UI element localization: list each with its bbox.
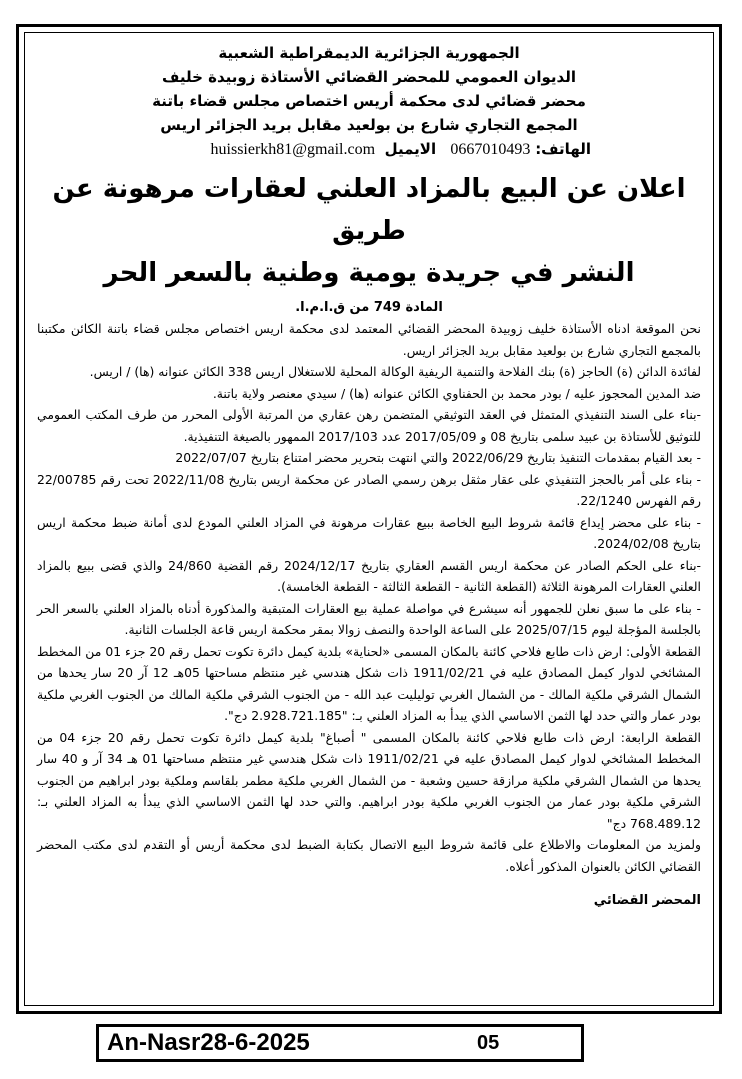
address-line: المجمع التجاري شارع بن بولعيد مقابل بريد الجزائر اريس [160,116,578,134]
article-reference: المادة 749 من ق.ا.م.ا. [295,300,443,315]
phone-number: 0667010493 [450,141,531,158]
title-line-1: اعلان عن البيع بالمزاد العلني لعقارات مرهونة عن طريق [52,174,686,246]
newspaper-date: An-Nasr28-6-2025 [107,1029,310,1056]
contact-line [37,137,701,162]
header-block [37,41,701,137]
announcement-content [24,32,714,1006]
republic-line: الجمهورية الجزائرية الديمقراطية الشعبية [218,44,520,62]
paragraph-information: ولمزيد من المعلومات والاطلاع على قائمة شروط البيع الاتصال بكتابة الضبط لدى محكمة أريس أو التقدم لدى مكتب المحضر القضائي الكائن بالعنوان المذكور أعلاه. [37,837,701,874]
paragraph-debtor: ضد المدين المحجوز عليه / بودر محمد بن الحفناوي الكائن عنوانه (ها) / سيدي معنصر ولاية باتنة. [212,385,701,401]
signature: المحضر القضائي [593,893,701,908]
paragraph-plot-one: القطعة الأولى: ارض ذات طابع فلاحي كائنة بالمكان المسمى «لحناية» بلدية كيمل دائرة تكوت تحمل رقم 20 جزء 01 من المخطط المشائخي لدوار كيمل المصادق عليه في 1911/02/21 ذات شكل هندسي غير منتظم مساحتها 05هـ 12 آر 20 سار يحدها من الشمال الشرقي ملكية المالك - من الشمال الغربي توليليت عبد الله - من الجنوب الشرقي ملكية المالك من الجنوب الغربي ملكية بودر عمار والتي حدد لها الثمن الاساسي الذي يبدأ به المزاد العلني بـ: "2.928.721.185 دج". [37,643,701,723]
paragraph-title-deed: -بناء على السند التنفيذي المتمثل في العقد التوثيقي المتضمن رهن عقاري من المرتبة الأولى المحرر من طرف المكتب العمومي للتوثيق للأستاذة بن عبيد سلمى بتاريخ 08 و 2017/05/09 عدد 2017/103 الممهور بالصيغة التنفيذية. [37,407,701,444]
footer-box [96,1024,584,1062]
email-address: huissierkh81@gmail.com [210,141,376,158]
paragraph-preliminaries: - بعد القيام بمقدمات التنفيذ بتاريخ 2022/06/29 والتي انتهت بتحرير محضر امتناع بتاريخ 2022/07/07 [175,450,701,465]
paragraph-auction-date: - بناء على ما سبق نعلن للجمهور أنه سيشرع في مواصلة عملية بيع العقارات المتبقية والمذكورة أدناه بالمزاد العلني بالسعر الحر بالجلسة المؤجلة ليوم 2025/07/15 على الساعة الواحدة والنصف زوالا بمقر محكمة اريس قاعة الجلسات الثانية. [37,600,701,637]
paragraph-plot-four: القطعة الرابعة: ارض ذات طابع فلاحي كائنة بالمكان المسمى " أصباغ" بلدية كيمل دائرة تكوت تحمل رقم 20 جزء 04 من المخطط المشائخي لدوار كيمل المصادق عليه في 1911/02/21 ذات شكل هندسي غير منتظم مساحتها 01 هـ 34 آر و 40 سار يحدها من الشمال الشرقي ملكية مرازقة حسين وشعبة - من الشمال الغربي ملكية مطمر بلقاسم وملكية بودر ابراهيم من الجنوب الشرقي ملكية بودر عمار من الجنوب الغربي ملكية بودر ابراهيم. والتي حدد لها الثمن الاساسي الذي يبدأ به المزاد العلني بـ: 768.489.12 دج" [37,729,701,831]
court-line: محضر قضائي لدى محكمة أريس اختصاص مجلس قضاء باتنة [152,92,586,110]
paragraph-seizure-order: - بناء على أمر بالحجز التنفيذي على عقار مثقل برهن رسمي الصادر عن محكمة اريس بتاريخ 2022/11/08 تحت رقم 22/00785 رقم الفهرس 22/1240. [37,471,701,508]
page-number: 05 [477,1031,500,1054]
title-line-2: النشر في جريدة يومية وطنية بالسعر الحر [103,258,635,288]
paragraph-judgment: -بناء على الحكم الصادر عن محكمة اريس القسم العقاري بتاريخ 2024/12/17 رقم القضية 24/860 والذي قضى ببيع بالمزاد العلني العقارات المرهونة الثلاثة (القطعة الثانية - القطعة الثالثة - القطعة الخامسة). [37,557,701,594]
announcement-frame [16,24,722,1014]
paragraph-conditions-deposit: - بناء على محضر إيداع قائمة شروط البيع الخاصة ببيع عقارات مرهونة في المزاد العلني المودع لدى أمانة ضبط محكمة اريس بتاريخ 2024/02/08. [37,514,701,551]
announcement-title [37,168,701,294]
paragraph-creditor: لفائدة الدائن (ة) الحاجز (ة) بنك الفلاحة والتنمية الريفية الوكالة المحلية للاستغلال اريس 338 الكائن عنوانه (ها) / اريس. [89,364,701,379]
paragraph-intro: نحن الموقعة ادناه الأستاذة خليف زوبيدة المحضر القضائي المعتمد لدى محكمة اريس اختصاص مجلس قضاء باتنة الكائن مكتبنا بالمجمع التجاري شارع بن بولعيد مقابل بريد الجزائر اريس. [37,321,701,358]
phone-label: الهاتف: [535,140,591,158]
email-label: الايميل [384,140,437,158]
office-line: الديوان العمومي للمحضر القضائي الأستاذة زوبيدة خليف [162,68,576,86]
